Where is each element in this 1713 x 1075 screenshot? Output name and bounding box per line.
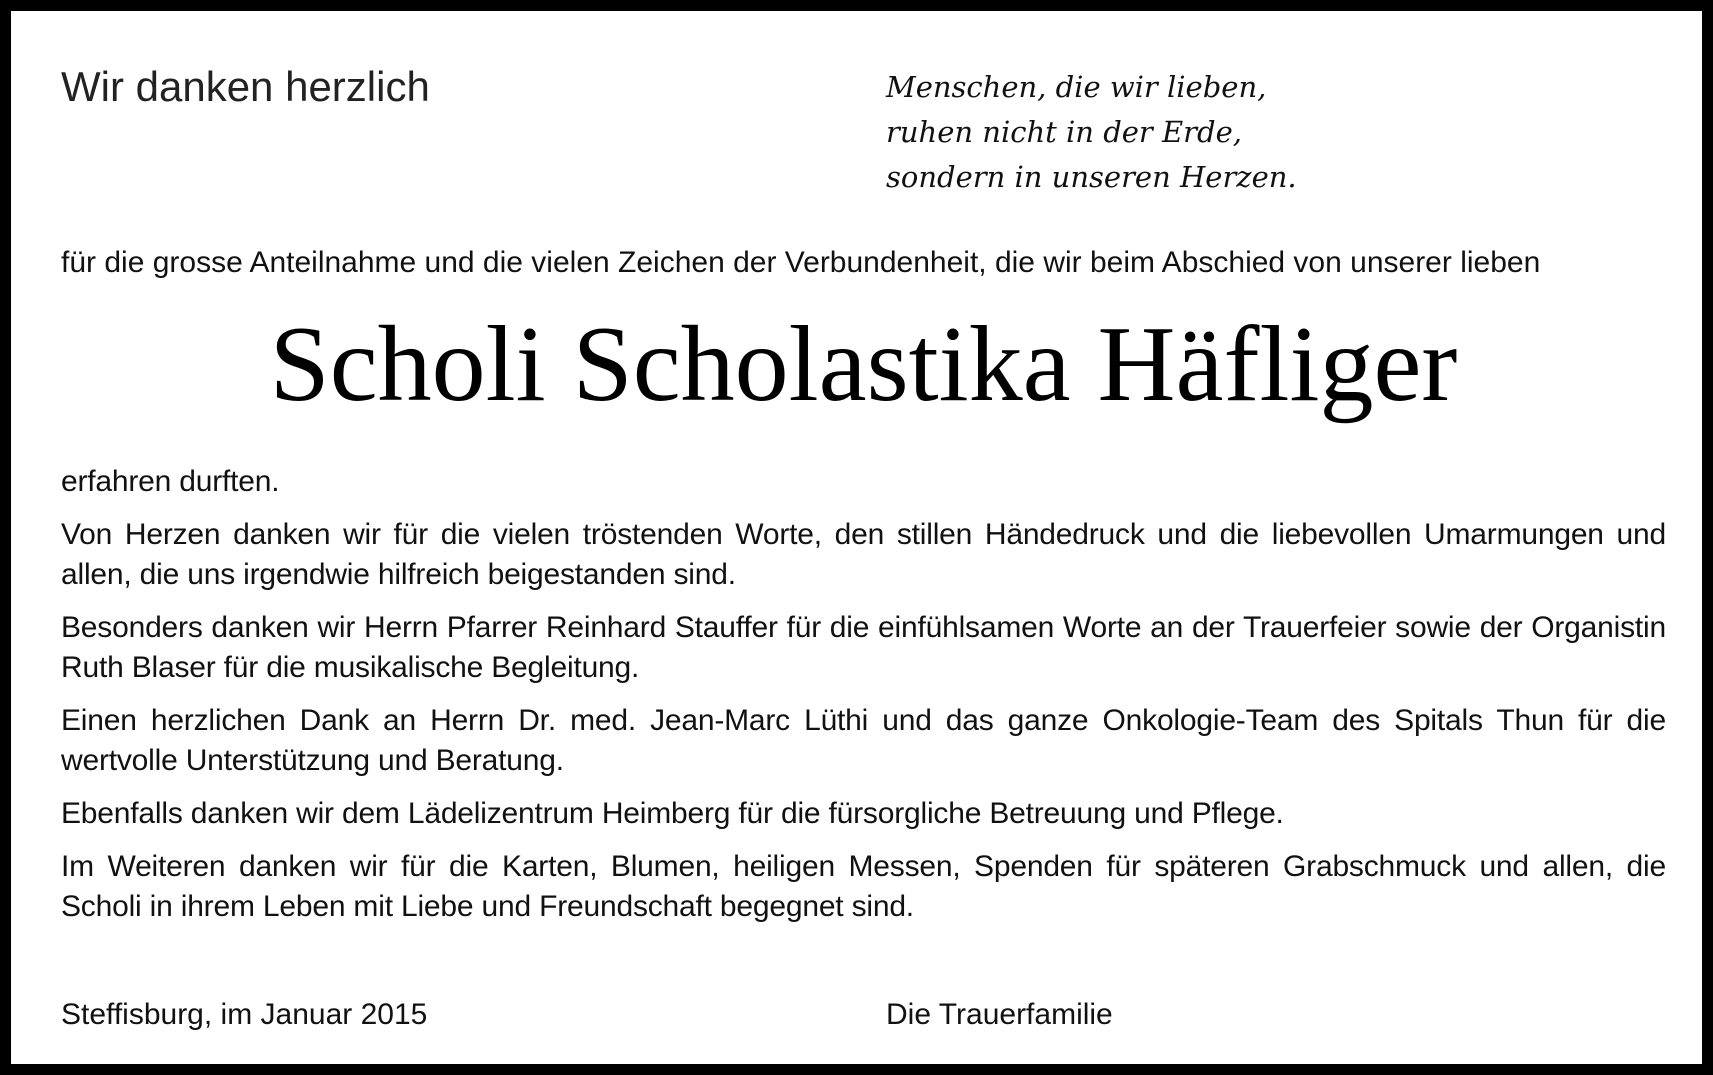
intro-text: für die grosse Anteilnahme und die vielen Zeichen der Verbundenheit, die wir beim Abschied von unserer lieben: [61, 246, 1541, 279]
body-paragraph: Von Herzen danken wir für die vielen tröstenden Worte, den stillen Händedruck und die liebevollen Umarmungen und allen, die uns irgendwie hilfreich beigestanden sind.: [61, 518, 1666, 591]
memorial-quote: [886, 65, 1406, 200]
body-paragraph: Im Weiteren danken wir für die Karten, Blumen, heiligen Messen, Spenden für späteren Grabschmuck und allen, die Scholi in ihrem Leben mit Liebe und Freundschaft begegnet sind.: [61, 850, 1666, 923]
quote-line: sondern in unseren Herzen.: [886, 160, 1297, 194]
deceased-name: Scholi Scholastika Häfliger: [269, 305, 1458, 424]
quote-line: ruhen nicht in der Erde,: [886, 115, 1242, 149]
body-paragraph: erfahren durften.: [61, 465, 280, 498]
thanks-body: [61, 462, 1666, 940]
notice-heading: Wir danken herzlich: [61, 63, 430, 110]
body-paragraph: Ebenfalls danken wir dem Lädelizentrum Heimberg für die fürsorgliche Betreuung und Pflege.: [61, 797, 1284, 830]
place-date: Steffisburg, im Januar 2015: [61, 998, 428, 1031]
quote-line: Menschen, die wir lieben,: [886, 70, 1267, 104]
signature: Die Trauerfamilie: [886, 998, 1113, 1031]
body-paragraph: Besonders danken wir Herrn Pfarrer Reinhard Stauffer für die einfühlsamen Worte an der Trauerfeier sowie der Organistin Ruth Blaser für die musikalische Begleitung.: [61, 611, 1666, 684]
body-paragraph: Einen herzlichen Dank an Herrn Dr. med. Jean-Marc Lüthi und das ganze Onkologie-Team des Spitals Thun für die wertvolle Unterstützung und Beratung.: [61, 704, 1666, 777]
